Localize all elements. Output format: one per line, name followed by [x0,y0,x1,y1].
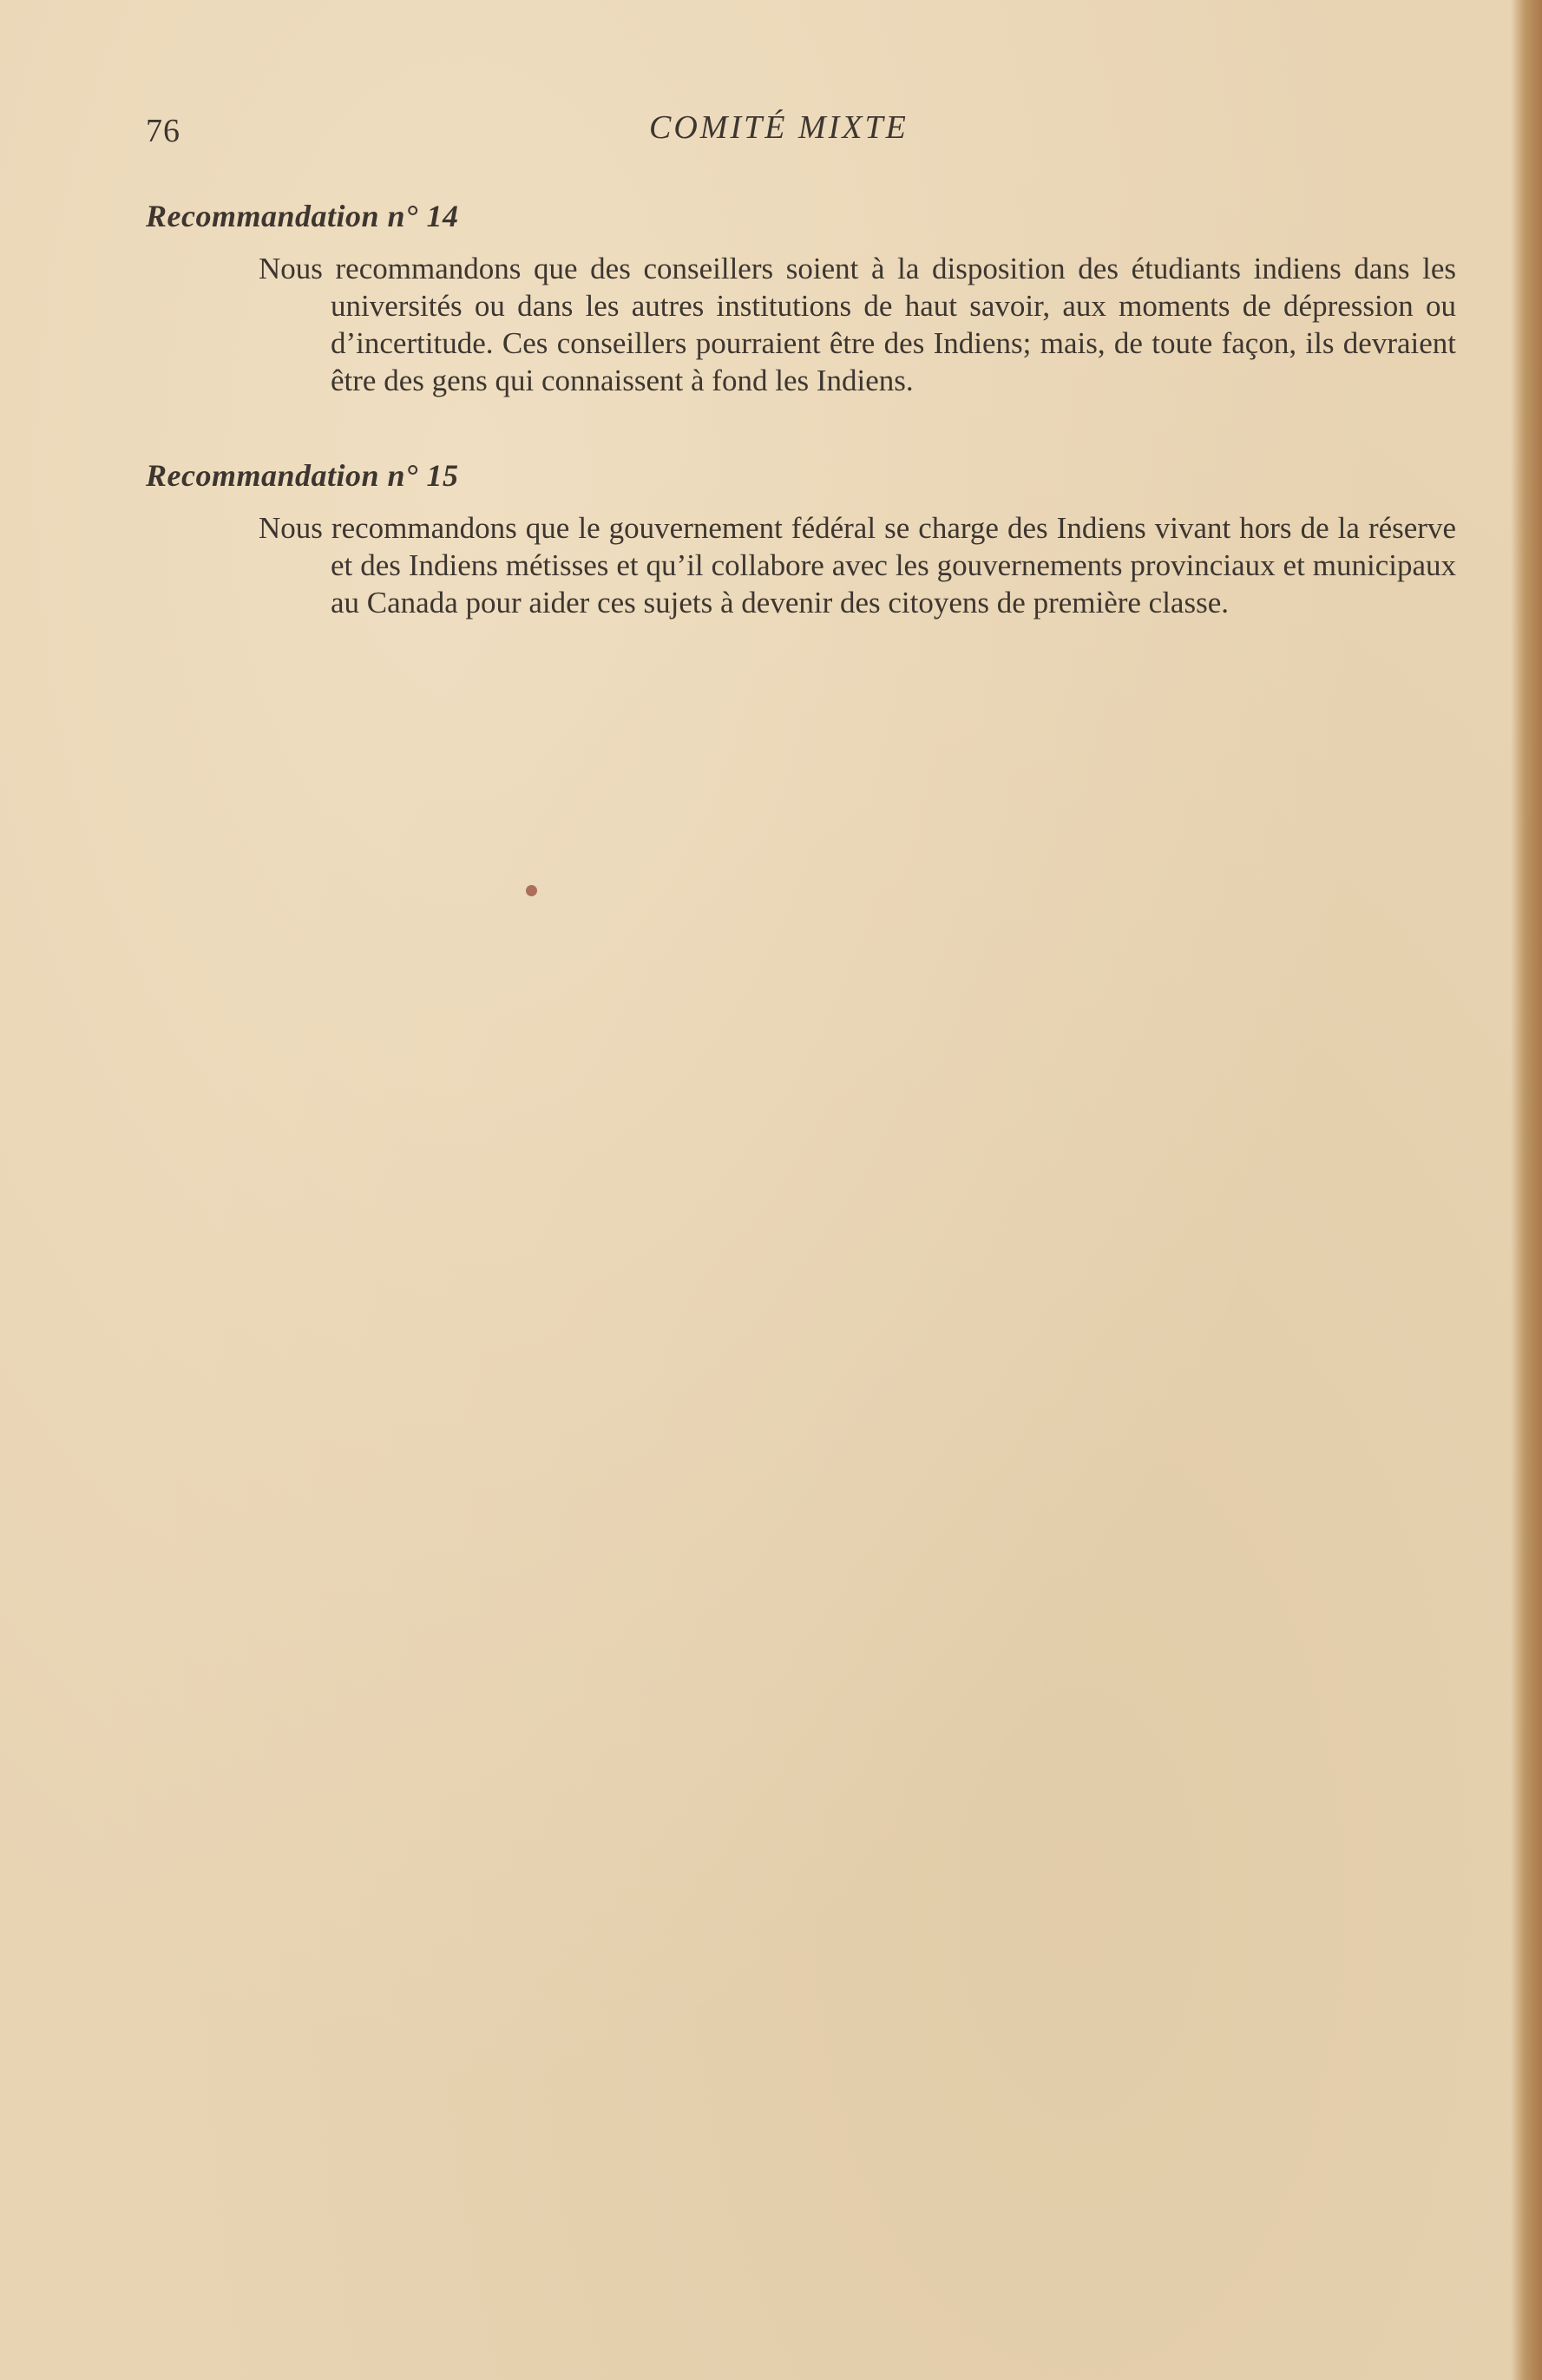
recommendation-14 [146,198,1456,399]
book-spine-shadow [1511,0,1542,2380]
recommendation-text: Nous recommandons que le gouvernement fédéral se charge des Indiens vivant hors de la réserve et des Indiens métisses et qu’il collabore avec les gouvernements provinciaux et municipaux au Canada pour aider ces sujets à devenir des citoyens de première classe. [259,511,1456,620]
paper-speck [526,885,537,896]
page-number: 76 [146,113,180,149]
recommendation-text: Nous recommandons que des conseillers soient à la disposition des étudiants indiens dans les universités ou dans les autres institutions de haut savoir, aux moments de dépression ou d’incertitude. Ces conseillers pourraient être des Indiens; mais, de toute façon, ils devraient être des gens qui connaissent à fond les Indiens. [259,252,1456,397]
running-title: COMITÉ MIXTE [649,109,909,146]
recommendation-heading: Recommandation n° 14 [146,199,459,233]
running-head [0,108,1510,161]
recommendation-15 [146,457,1456,621]
recommendation-heading: Recommandation n° 15 [146,458,459,493]
